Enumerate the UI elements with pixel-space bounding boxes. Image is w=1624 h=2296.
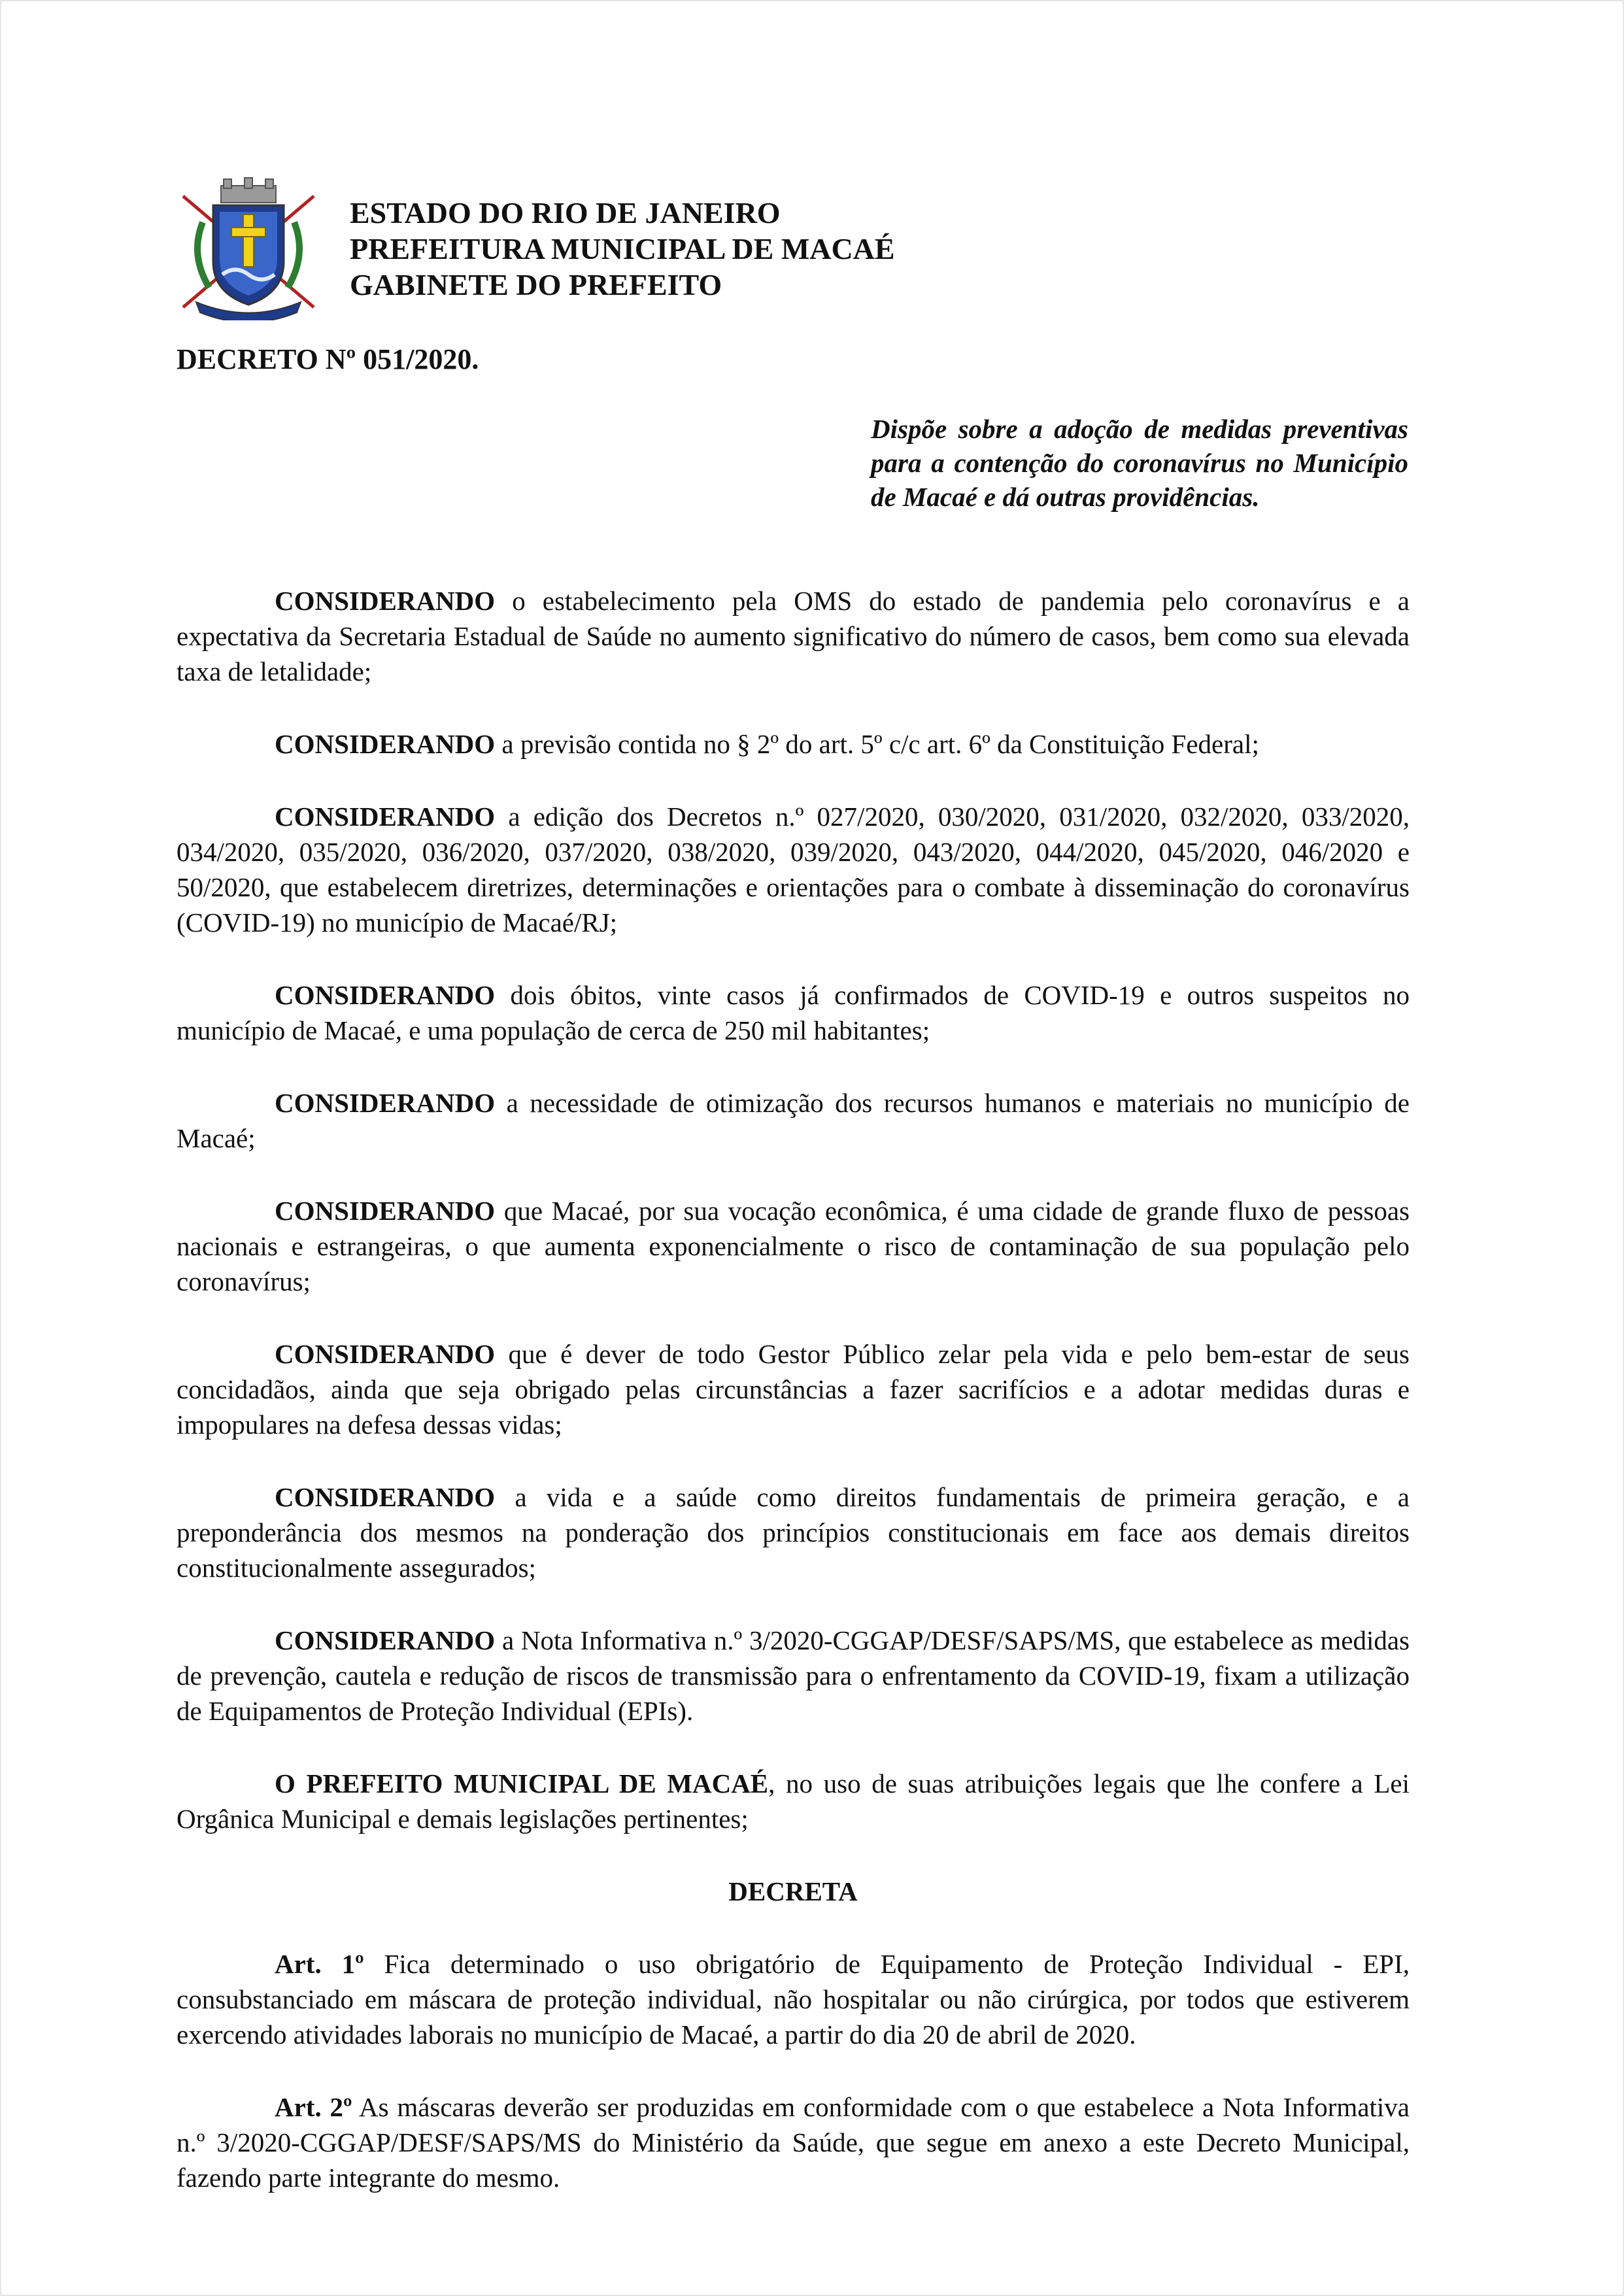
state-name: ESTADO DO RIO DE JANEIRO — [350, 196, 781, 229]
considering-paragraph — [177, 726, 1410, 762]
municipal-coat-of-arms-icon — [177, 177, 320, 320]
paragraph-text: a Nota Informativa n.º 3/2020-CGGAP/DESF/SAPS/MS, que estabelece as medidas de prevenção, cautela e redução de riscos de transmissão para o enfrentamento da COVID-19, fixam a utilização de Equipamentos de Proteção Individual (EPIs). — [177, 1625, 1410, 1726]
decree-summary: Dispõe sobre a adoção de medidas preventivas para a contenção do coronavírus no Município de Macaé e dá outras providências. — [871, 414, 1408, 512]
paragraph-lead: CONSIDERANDO — [275, 1625, 496, 1655]
considering-paragraph — [177, 583, 1410, 689]
mayor-preamble — [177, 1766, 1410, 1836]
considering-paragraph — [177, 1336, 1410, 1442]
paragraph-lead: CONSIDERANDO — [275, 1339, 496, 1369]
paragraph-lead: CONSIDERANDO — [275, 1088, 496, 1118]
article-text: As máscaras deverão ser produzidas em conformidade com o que estabelece a Nota Informativa n.º 3/2020-CGGAP/DESF/SAPS/MS do Ministério da Saúde, que segue em anexo a este Decreto Municipal, fazendo parte integrante do mesmo. — [177, 2092, 1410, 2193]
article-paragraph — [177, 1946, 1410, 2052]
paragraph-lead: CONSIDERANDO — [275, 586, 496, 616]
considering-paragraph — [177, 1623, 1410, 1729]
paragraph-lead: CONSIDERANDO — [275, 802, 496, 832]
decree-number: DECRETO Nº 051/2020. — [177, 343, 479, 375]
paragraph-lead: O PREFEITO MUNICIPAL DE MACAÉ — [275, 1768, 769, 1798]
paragraph-lead: CONSIDERANDO — [275, 980, 496, 1010]
article-number: Art. 2º — [275, 2092, 352, 2122]
paragraph-lead: CONSIDERANDO — [275, 1196, 496, 1226]
considering-paragraph — [177, 1085, 1410, 1156]
paragraph-text: o estabelecimento pela OMS do estado de pandemia pelo coronavírus e a expectativa da Secretaria Estadual de Saúde no aumento significativo do número de casos, bem como sua elevada taxa de letalidade; — [177, 586, 1410, 686]
letterhead-text — [350, 195, 1134, 303]
paragraph-lead: CONSIDERANDO — [275, 1482, 496, 1512]
paragraph-lead: CONSIDERANDO — [275, 729, 496, 759]
considering-paragraph — [177, 1479, 1410, 1585]
paragraph-text: a vida e a saúde como direitos fundamentais de primeira geração, e a preponderância dos mesmos na ponderação dos princípios constitucionais em face aos demais direitos constitucionalmente assegurados; — [177, 1482, 1410, 1583]
paragraph-text: a necessidade de otimização dos recursos humanos e materiais no município de Macaé; — [177, 1088, 1410, 1153]
decree-body — [177, 583, 1410, 2233]
considering-paragraph — [177, 1193, 1410, 1299]
considering-paragraph — [177, 977, 1410, 1048]
article-paragraph — [177, 2089, 1410, 2195]
paragraph-text: a edição dos Decretos n.º 027/2020, 030/2020, 031/2020, 032/2020, 033/2020, 034/2020, 035/2020, 036/2020, 037/2020, 038/2020, 039/2020, 043/2020, 044/2020, 045/2020, 046/2020 e 50/2020, que estabelecem diretrizes, determinações e orientações para o combate à disseminação do coronavírus (COVID-19) no município de Macaé/RJ; — [177, 802, 1410, 937]
article-number: Art. 1º — [275, 1949, 364, 1979]
paragraph-text: dois óbitos, vinte casos já confirmados de COVID-19 e outros suspeitos no município de Macaé, e uma população de cerca de 250 mil habitantes; — [177, 980, 1410, 1045]
city-hall-name: PREFEITURA MUNICIPAL DE MACAÉ — [350, 232, 895, 265]
office-name: GABINETE DO PREFEITO — [350, 268, 722, 301]
paragraph-text: que Macaé, por sua vocação econômica, é uma cidade de grande fluxo de pessoas nacionais e estrangeiras, o que aumenta exponencialmente o risco de contaminação de sua população pelo coronavírus; — [177, 1196, 1410, 1296]
considering-paragraph — [177, 799, 1410, 940]
article-text: Fica determinado o uso obrigatório de Equipamento de Proteção Individual - EPI, consubstanciado em máscara de proteção individual, não hospitalar ou não cirúrgica, por todos que estiverem exercendo atividades laborais no município de Macaé, a partir do dia 20 de abril de 2020. — [177, 1949, 1410, 2050]
decreta-heading: DECRETA — [728, 1876, 858, 1906]
paragraph-text: que é dever de todo Gestor Público zelar pela vida e pelo bem-estar de seus concidadãos, ainda que seja obrigado pelas circunstâncias a fazer sacrifícios e a adotar medidas duras e impopulares na defesa dessas vidas; — [177, 1339, 1410, 1440]
paragraph-text: a previsão contida no § 2º do art. 5º c/c art. 6º da Constituição Federal; — [495, 729, 1259, 759]
paragraph-text: , no uso de suas atribuições legais que lhe confere a Lei Orgânica Municipal e demais legislações pertinentes; — [177, 1768, 1410, 1834]
